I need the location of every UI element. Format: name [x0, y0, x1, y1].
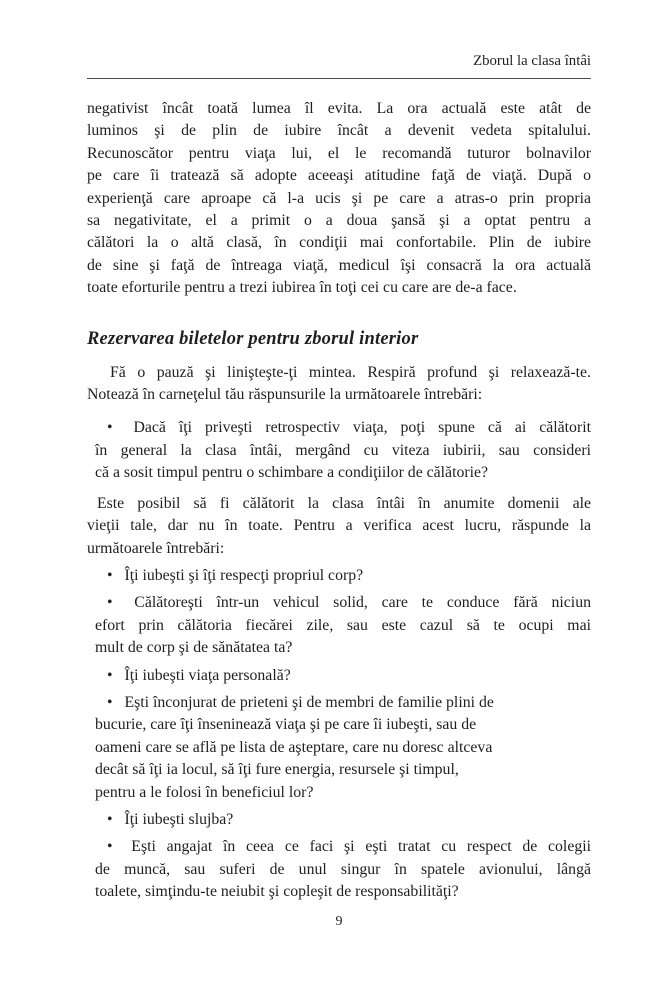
bullet-icon: • — [107, 810, 113, 828]
page-number: 9 — [335, 913, 343, 929]
text-line: oameni care se află pe lista de aşteptare, care nu doresc altceva — [95, 738, 493, 756]
bullet-text: Eşti înconjurat de prieteni şi de membri de familie plini de — [124, 693, 494, 711]
bullet-item — [95, 809, 591, 831]
bullet-icon: • — [107, 419, 113, 437]
header-rule — [87, 78, 591, 79]
text-line: pe care îi tratează să adopte aceeaşi atitudine faţă de viaţă. După o — [87, 167, 591, 185]
text-line: vieţii tale, dar nu în toate. Pentru a verifica acest lucru, răspunde la — [87, 517, 591, 535]
text-line: sa negativitate, el a primit o a doua şansă şi a optat pentru a — [87, 212, 591, 230]
text-line: de sine şi faţă de întreaga viaţă, medicul îşi consacră la ora actuală — [87, 256, 591, 274]
bullet-line — [95, 692, 591, 714]
page-body — [87, 98, 591, 904]
text-line: următoarele întrebări: — [87, 539, 225, 557]
bullet-line — [95, 665, 591, 687]
text-line: Fă o pauză şi linişteşte-ţi mintea. Respiră profund şi relaxează-te. — [110, 363, 591, 381]
body-paragraph — [87, 493, 591, 560]
bullet-text: Călătoreşti într-un vehicul solid, care te conduce fără niciun — [134, 594, 591, 612]
bullet-item — [95, 836, 591, 903]
running-title: Zborul la clasa întâi — [473, 53, 591, 69]
body-paragraph — [87, 98, 591, 300]
bullet-icon: • — [107, 566, 113, 584]
text-line: decât să îţi ia locul, să îţi fure energia, resursele şi timpul, — [95, 761, 459, 779]
text-line: toalete, simţindu-te neiubit şi copleşit de responsabilităţi? — [95, 883, 459, 901]
text-line: luminos şi de plin de iubire încât a devenit vedeta spitalului. — [87, 122, 591, 140]
text-line: Notează în carneţelul tău răspunsurile la următoarele întrebări: — [87, 386, 483, 404]
text-line: bucurie, care îţi înseninează viaţa şi pe care îi iubeşti, sau de — [95, 716, 477, 734]
bullet-line — [95, 417, 591, 439]
bullet-line — [95, 836, 591, 858]
bullet-text: Îţi iubeşti şi îţi respecţi propriul corp? — [124, 566, 364, 584]
bullet-icon: • — [107, 666, 113, 684]
bullet-line — [95, 809, 591, 831]
text-line: Este posibil să fi călătorit la clasa întâi în anumite domenii ale — [97, 494, 591, 512]
text-line: călători la o altă clasă, în condiţii mai confortabile. Plin de iubire — [87, 234, 591, 252]
bullet-icon: • — [107, 594, 113, 612]
text-line: mult de corp şi de sănătatea ta? — [95, 639, 293, 657]
text-line: negativist încât toată lumea îl evita. La ora actuală este atât de — [87, 100, 591, 117]
text-line: în general la clasa întâi, mergând cu viteza iubirii, sau consideri — [95, 441, 591, 459]
bullet-icon: • — [107, 693, 113, 711]
bullet-text: Îţi iubeşti viaţa personală? — [124, 666, 291, 684]
bullet-text: Dacă îţi priveşti retrospectiv viaţa, poţi spune că ai călătorit — [133, 419, 591, 437]
section-heading: Rezervarea biletelor pentru zborul interior — [87, 328, 419, 349]
text-line: de muncă, sau suferi de unul singur în spatele avionului, lângă — [95, 860, 591, 878]
bullet-item — [95, 592, 591, 659]
body-paragraph — [87, 362, 591, 407]
bullet-icon: • — [107, 838, 113, 856]
bullet-item — [95, 565, 591, 587]
bullet-line — [95, 565, 591, 587]
text-line: experienţă care aproape că l-a ucis şi pe care a atras-o prin propria — [87, 189, 591, 207]
bullet-text: Eşti angajat în ceea ce faci şi eşti tratat cu respect de colegii — [131, 838, 592, 856]
bullet-item — [95, 692, 591, 804]
text-line: pentru a le folosi în beneficiul lor? — [95, 783, 314, 801]
bullet-item — [95, 417, 591, 484]
bullet-line — [95, 592, 591, 614]
text-line: toate eforturile pentru a trezi iubirea în toţi cei cu care are de-a face. — [87, 279, 517, 297]
bullet-text: Îţi iubeşti slujba? — [124, 810, 234, 828]
text-line: efort prin călătoria fiecărei zile, sau este cazul să te ocupi mai — [95, 616, 591, 634]
text-line: că a sosit timpul pentru o schimbare a condiţiilor de călătorie? — [95, 464, 489, 482]
bullet-item — [95, 665, 591, 687]
text-line: Recunoscător pentru viaţa lui, el le recomandă tuturor bolnavilor — [87, 144, 591, 162]
